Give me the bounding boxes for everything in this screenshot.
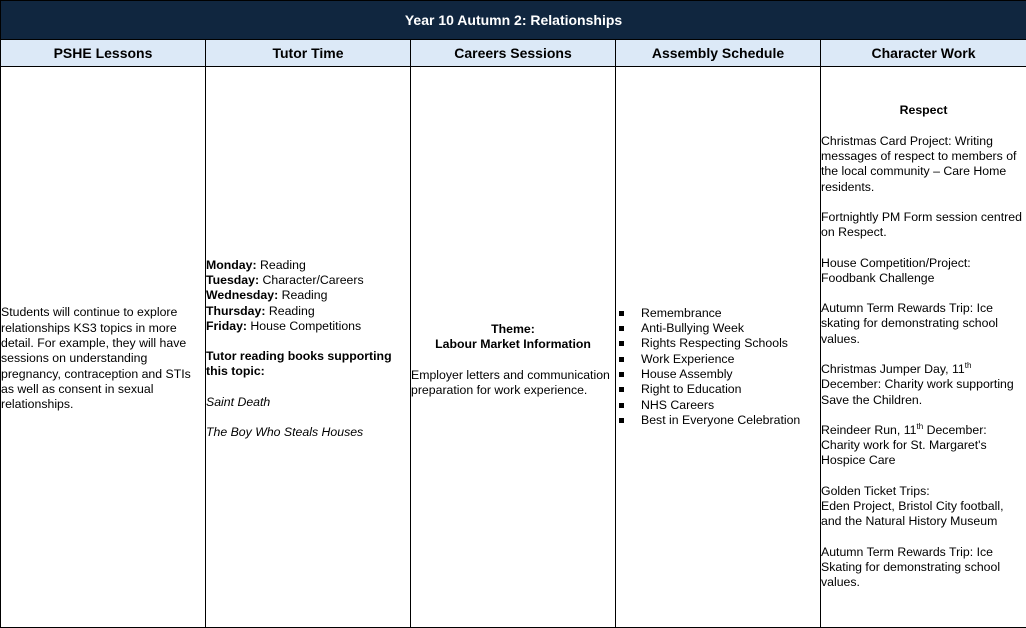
character-item: Reindeer Run, 11th December: Charity work for St. Margaret's Hospice Care [821, 423, 1026, 469]
title-row [1, 1, 1026, 40]
square-bullet-icon [619, 418, 624, 423]
pshe-cell [1, 67, 206, 628]
tutor-day: Wednesday: Reading [206, 288, 410, 303]
tutor-book: Saint Death [206, 395, 410, 410]
assembly-item: House Assembly [616, 367, 820, 382]
assembly-item: Best in Everyone Celebration [616, 413, 820, 428]
assembly-list [616, 266, 820, 428]
tutor-schedule [206, 254, 410, 334]
column-header-careers: Careers Sessions [411, 40, 616, 67]
tutor-day: Friday: House Competitions [206, 319, 410, 334]
assembly-item: Anti-Bullying Week [616, 321, 820, 336]
character-item: Fortnightly PM Form session centred on Respect. [821, 210, 1026, 241]
tutor-day: Monday: Reading [206, 258, 410, 273]
pshe-text: Students will continue to explore relationships KS3 topics in more detail. For example, they will have sessions on understanding pregnancy, contraception and STIs as well as consent in sexual relationships. [1, 281, 205, 412]
tutor-book: The Boy Who Steals Houses [206, 425, 410, 440]
character-item: Christmas Jumper Day, 11th December: Charity work supporting Save the Children. [821, 362, 1026, 408]
square-bullet-icon [619, 387, 624, 392]
character-item: Golden Ticket Trips: Eden Project, Bristol City football, and the Natural History Museum [821, 484, 1026, 530]
tutor-day: Tuesday: Character/Careers [206, 273, 410, 288]
square-bullet-icon [619, 311, 624, 316]
column-header-pshe: PSHE Lessons [1, 40, 206, 67]
square-bullet-icon [619, 357, 624, 362]
character-title: Respect [821, 103, 1026, 118]
character-item: Autumn Term Rewards Trip: Ice Skating for demonstrating school values. [821, 545, 1026, 591]
square-bullet-icon [619, 403, 624, 408]
column-header-tutor: Tutor Time [206, 40, 411, 67]
character-item: Christmas Card Project: Writing messages of respect to members of the local community – Care Home residents. [821, 134, 1026, 195]
tutor-cell [206, 67, 411, 628]
careers-theme: Theme: Labour Market Information [411, 296, 615, 353]
assembly-item: NHS Careers [616, 398, 820, 413]
character-cell [821, 67, 1026, 628]
character-item: Autumn Term Rewards Trip: Ice skating for demonstrating school values. [821, 301, 1026, 347]
square-bullet-icon [619, 326, 624, 331]
column-header-assembly: Assembly Schedule [616, 40, 821, 67]
content-row [1, 67, 1026, 628]
square-bullet-icon [619, 372, 624, 377]
header-row [1, 40, 1026, 67]
column-header-character: Character Work [821, 40, 1026, 67]
assembly-item: Remembrance [616, 306, 820, 321]
table-title: Year 10 Autumn 2: Relationships [1, 1, 1026, 40]
careers-cell [411, 67, 616, 628]
assembly-item: Right to Education [616, 382, 820, 397]
tutor-day: Thursday: Reading [206, 304, 410, 319]
careers-description: Employer letters and communication preparation for work experience. [411, 368, 615, 399]
square-bullet-icon [619, 341, 624, 346]
assembly-item: Rights Respecting Schools [616, 336, 820, 351]
assembly-cell [616, 67, 821, 628]
tutor-books-heading: Tutor reading books supporting this topic: [206, 349, 410, 380]
assembly-item: Work Experience [616, 352, 820, 367]
character-item: House Competition/Project: Foodbank Challenge [821, 256, 1026, 287]
